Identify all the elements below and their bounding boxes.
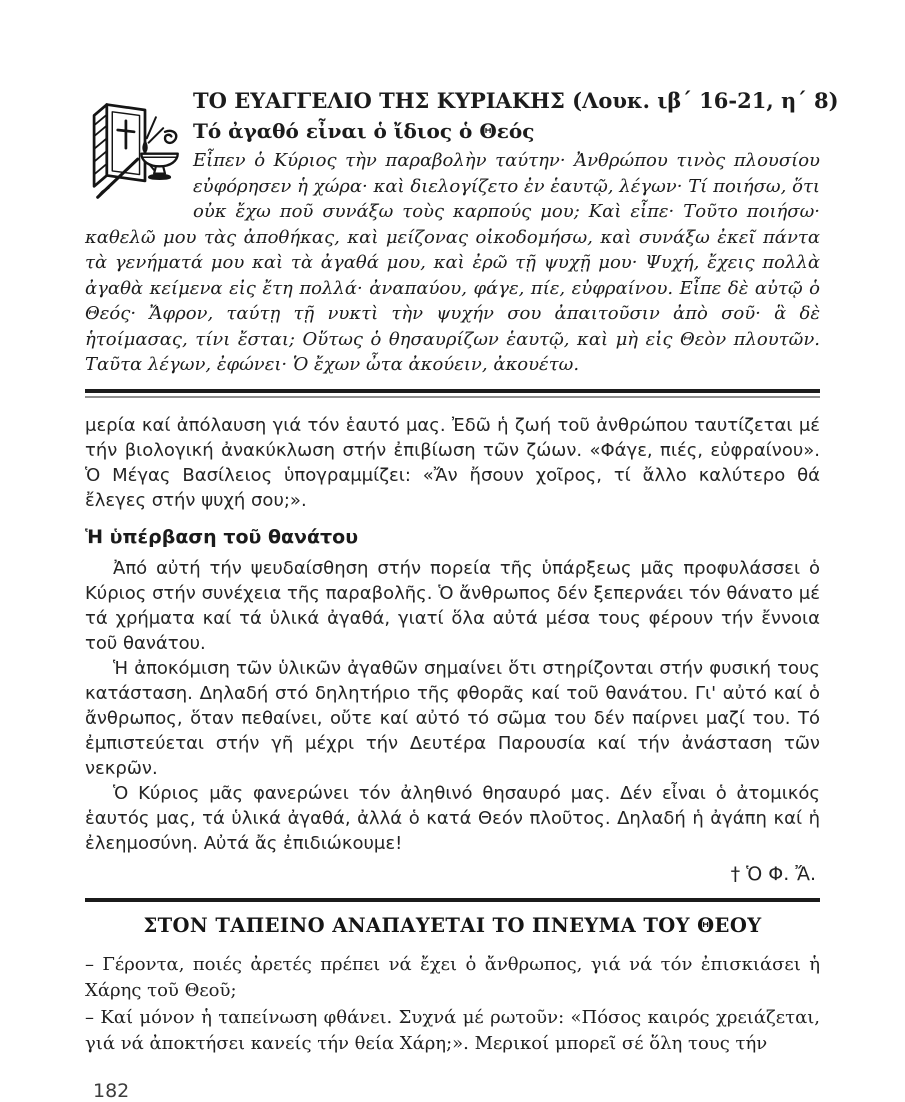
author-signature: † Ὁ Φ. Ἄ. [730,862,816,885]
single-rule-divider [85,898,820,902]
humility-section-heading: ΣΤΟΝ ΤΑΠΕΙΝΟ ΑΝΑΠΑΥΕΤΑΙ ΤΟ ΠΝΕΥΜΑ ΤΟΥ ΘΕΟΥ [143,913,762,937]
commentary-paragraph: Ὁ Κύριος μᾶς φανερώνει τόν ἀληθινό θησαυρό μας. Δέν εἶναι ὁ ἀτομικός ἑαυτός μας, τά ὑλικά ἀγαθά, ἀλλά ὁ κατά Θεόν πλοῦτος. Δηλαδή ἡ ἀγάπη καί ἡ ἐλεημοσύνη. Αὐτά ἄς ἐπιδιώκουμε! [85,782,820,854]
gospel-section [85,86,839,378]
commentary-paragraph: Ἀπό αὐτή τήν ψευδαίσθηση στήν πορεία τῆς ὑπάρξεως μᾶς προφυλάσσει ὁ Κύριος στήν συνέχεια τῆς παραβολῆς. Ὁ ἄνθρωπος δέν ξεπερνάει τόν θάνατο μέ τά χρήματα καί τά ὑλικά ἀγαθά, γιατί ὅλα αὐτά μέσα τους φέρουν τήν ἔννοια τοῦ θανάτου. [85,557,820,654]
commentary-continuation-paragraph: μερία καί ἀπόλαυση γιά τόν ἑαυτό μας. Ἐδῶ ἡ ζωή τοῦ ἀνθρώπου ταυτίζεται μέ τήν βιολογική ἀνακύκλωση στήν ἐπιβίωση τῶν ζώων. «Φάγε, πιές, εὐφραίνου». Ὁ Μέγας Βασίλειος ὑπογραμμίζει: «Ἄν ἤσουν χοῖρος, τί ἄλλο καλύτερο θά ἔλεγες στήν ψυχή σου;». [85,414,820,511]
humility-section [85,914,820,1058]
commentary-section [85,413,820,885]
dialogue-answer: – Καί μόνον ἡ ταπείνωση φθάνει. Συχνά μέ ρωτοῦν: «Πόσος καιρός χρειάζεται, γιά νά ἀποκτήσει κανείς τήν θεία Χάρη;». Μερικοί μπορεῖ σέ ὅλη τους τήν [85,1006,820,1054]
dialogue-question: – Γέροντα, ποιές ἀρετές πρέπει νά ἔχει ὁ ἄνθρωπος, γιά νά τόν ἐπισκιάσει ἡ Χάρης τοῦ Θεοῦ; [85,953,820,1001]
double-rule-divider [85,389,820,398]
page-number: 182 [93,1079,130,1102]
gospel-book-lamp-icon [85,88,185,202]
gospel-subtitle: Τό ἀγαθό εἶναι ὁ ἴδιος ὁ Θεός [193,119,535,143]
commentary-heading: Ἡ ὑπέρβαση τοῦ θανάτου [85,525,359,548]
commentary-paragraph: Ἡ ἀποκόμιση τῶν ὑλικῶν ἀγαθῶν σημαίνει ὅτι στηρίζονται στήν φυσική τους κατάσταση. Δηλαδή στό δηλητήριο τῆς φθορᾶς καί τοῦ θανάτου. Γι' αὐτό καί ὁ ἄνθρωπος, ὅταν πεθαίνει, οὔτε καί αὐτό τό σῶμα του δέν παίρνει μαζί του. Τό ἐμπιστεύεται στήν γῆ μέχρι τήν Δευτέρα Παρουσία καί τήν ἀνάσταση τῶν νεκρῶν. [85,657,820,779]
gospel-passage-text: Εἶπεν ὁ Κύριος τὴν παραβολὴν ταύτην· Ἀνθρώπου τινὸς πλουσίου εὐφόρησεν ἡ χώρα· καὶ διελογίζετο ἐν ἑαυτῷ, λέγων· Τί ποιήσω, ὅτι οὐκ ἔχω ποῦ συνάξω τοὺς καρπούς μου; Καὶ εἶπε· Τοῦτο ποιήσω· καθελῶ μου τὰς ἀποθήκας, καὶ μείζονας οἰκοδομήσω, καὶ συνάξω ἐκεῖ πάντα τὰ γενήματά μου καὶ τὰ ἀγαθά μου, καὶ ἐρῶ τῇ ψυχῇ μου· Ψυχή, ἔχεις πολλὰ ἀγαθὰ κείμενα εἰς ἔτη πολλά· ἀναπαύου, φάγε, πίε, εὐφραίνου. Εἶπε δὲ αὐτῷ ὁ Θεός· Ἄφρον, ταύτῃ τῇ νυκτὶ τὴν ψυχήν σου ἀπαιτοῦσιν ἀπὸ σοῦ· ἃ δὲ ἡτοίμασας, τίνι ἔσται; Οὕτως ὁ θησαυρίζων ἑαυτῷ, καὶ μὴ εἰς Θεὸν πλουτῶν. Ταῦτα λέγων, ἐφώνει· Ὁ ἔχων ὦτα ἀκούειν, ἀκουέτω. [85,150,820,375]
gospel-title: ΤΟ ΕΥΑΓΓΕΛΙΟ ΤΗΣ ΚΥΡΙΑΚΗΣ (Λουκ. ιβ´ 16-21, η´ 8) [193,88,839,113]
